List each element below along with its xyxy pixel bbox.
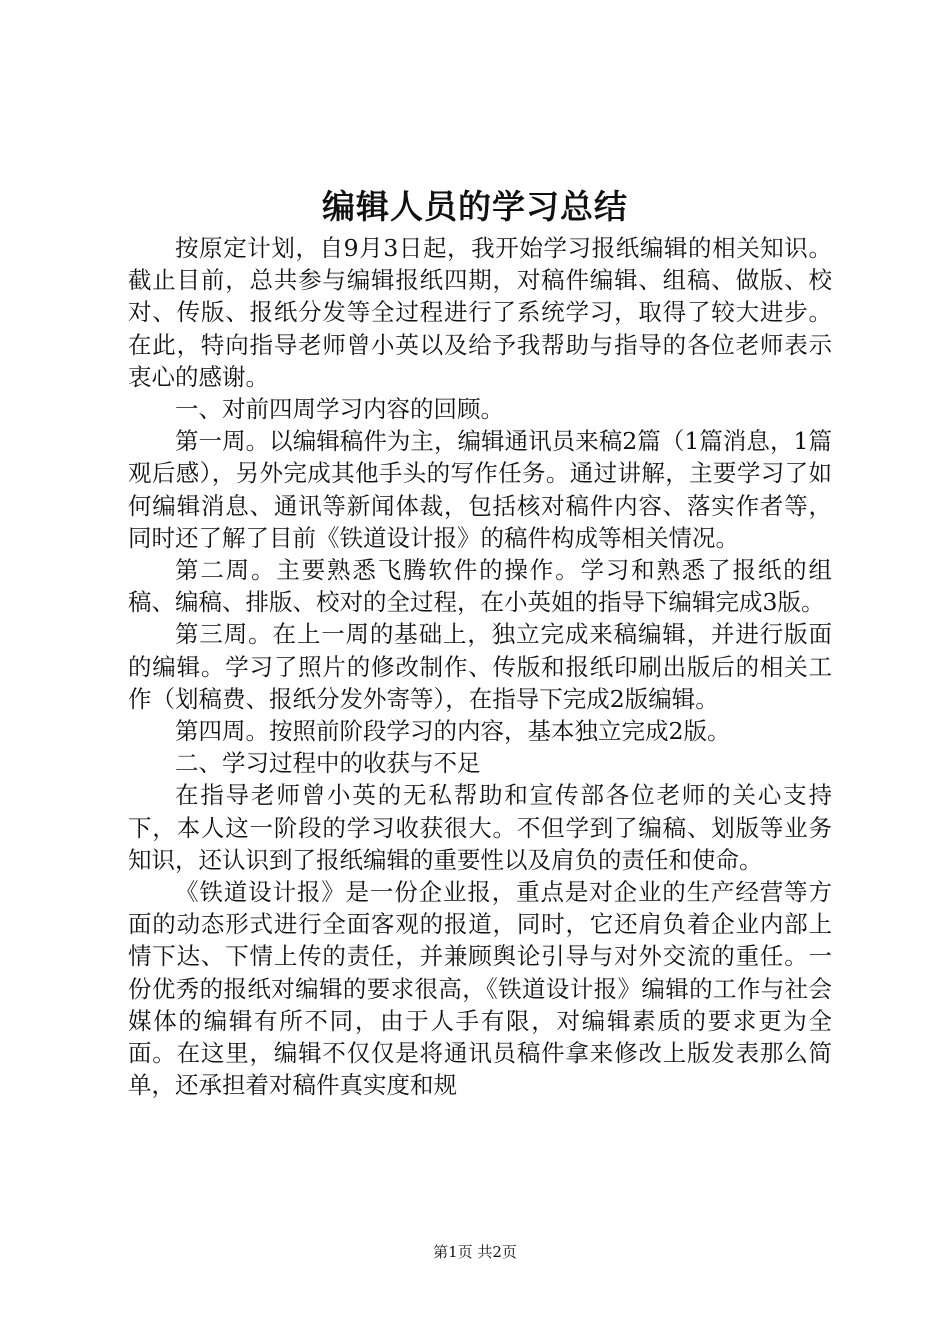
paragraph-week-2: 第二周。主要熟悉飞腾软件的操作。学习和熟悉了报纸的组稿、编稿、排版、校对的全过程，在小英姐的指导下编辑完成3版。 [128,556,832,617]
paragraph-newspaper: 《铁道设计报》是一份企业报，重点是对企业的生产经营等方面的动态形式进行全面客观的报道，同时，它还肩负着企业内部上情下达、下情上传的责任，并兼顾舆论引导与对外交流的重任。一份优秀的报纸对编辑的要求很高，《铁道设计报》编辑的工作与社会媒体的编辑有所不同，由于人手有限，对编辑素质的要求更为全面。在这里，编辑不仅仅是将通讯员稿件拿来修改上版发表那么简单，还承担着对稿件真实度和规 [128,878,832,1100]
paragraph-week-4: 第四周。按照前阶段学习的内容，基本独立完成2版。 [175,717,731,746]
paragraph-week-1: 第一周。以编辑稿件为主，编辑通讯员来稿2篇（1篇消息，1篇观后感），另外完成其他手头的写作任务。通过讲解，主要学习了如何编辑消息、通讯等新闻体裁，包括核对稿件内容、落实作者等，同时还了解了目前《铁道设计报》的稿件构成等相关情况。 [128,427,832,552]
page-footer: 第1页 共2页 [433,1243,517,1261]
section-heading-gains: 二、学习过程中的收获与不足 [175,749,481,778]
section-heading-review: 一、对前四周学习内容的回顾。 [175,395,504,424]
paragraph-week-3: 第三周。在上一周的基础上，独立完成来稿编辑，并进行版面的编辑。学习了照片的修改制作、传版和报纸印刷出版后的相关工作（划稿费、报纸分发外寄等），在指导下完成2版编辑。 [128,620,832,713]
paragraph-intro: 按原定计划，自9月3日起，我开始学习报纸编辑的相关知识。截止目前，总共参与编辑报纸四期，对稿件编辑、组稿、做版、校对、传版、报纸分发等全过程进行了系统学习，取得了较大进步。在此，特向指导老师曾小英以及给予我帮助与指导的各位老师表示衷心的感谢。 [128,234,832,391]
paragraph-gains: 在指导老师曾小英的无私帮助和宣传部各位老师的关心支持下，本人这一阶段的学习收获很大。不但学到了编稿、划版等业务知识，还认识到了报纸编辑的重要性以及肩负的责任和使命。 [128,781,832,874]
document-body [128,232,832,1101]
document-title: 编辑人员的学习总结 [322,187,628,226]
